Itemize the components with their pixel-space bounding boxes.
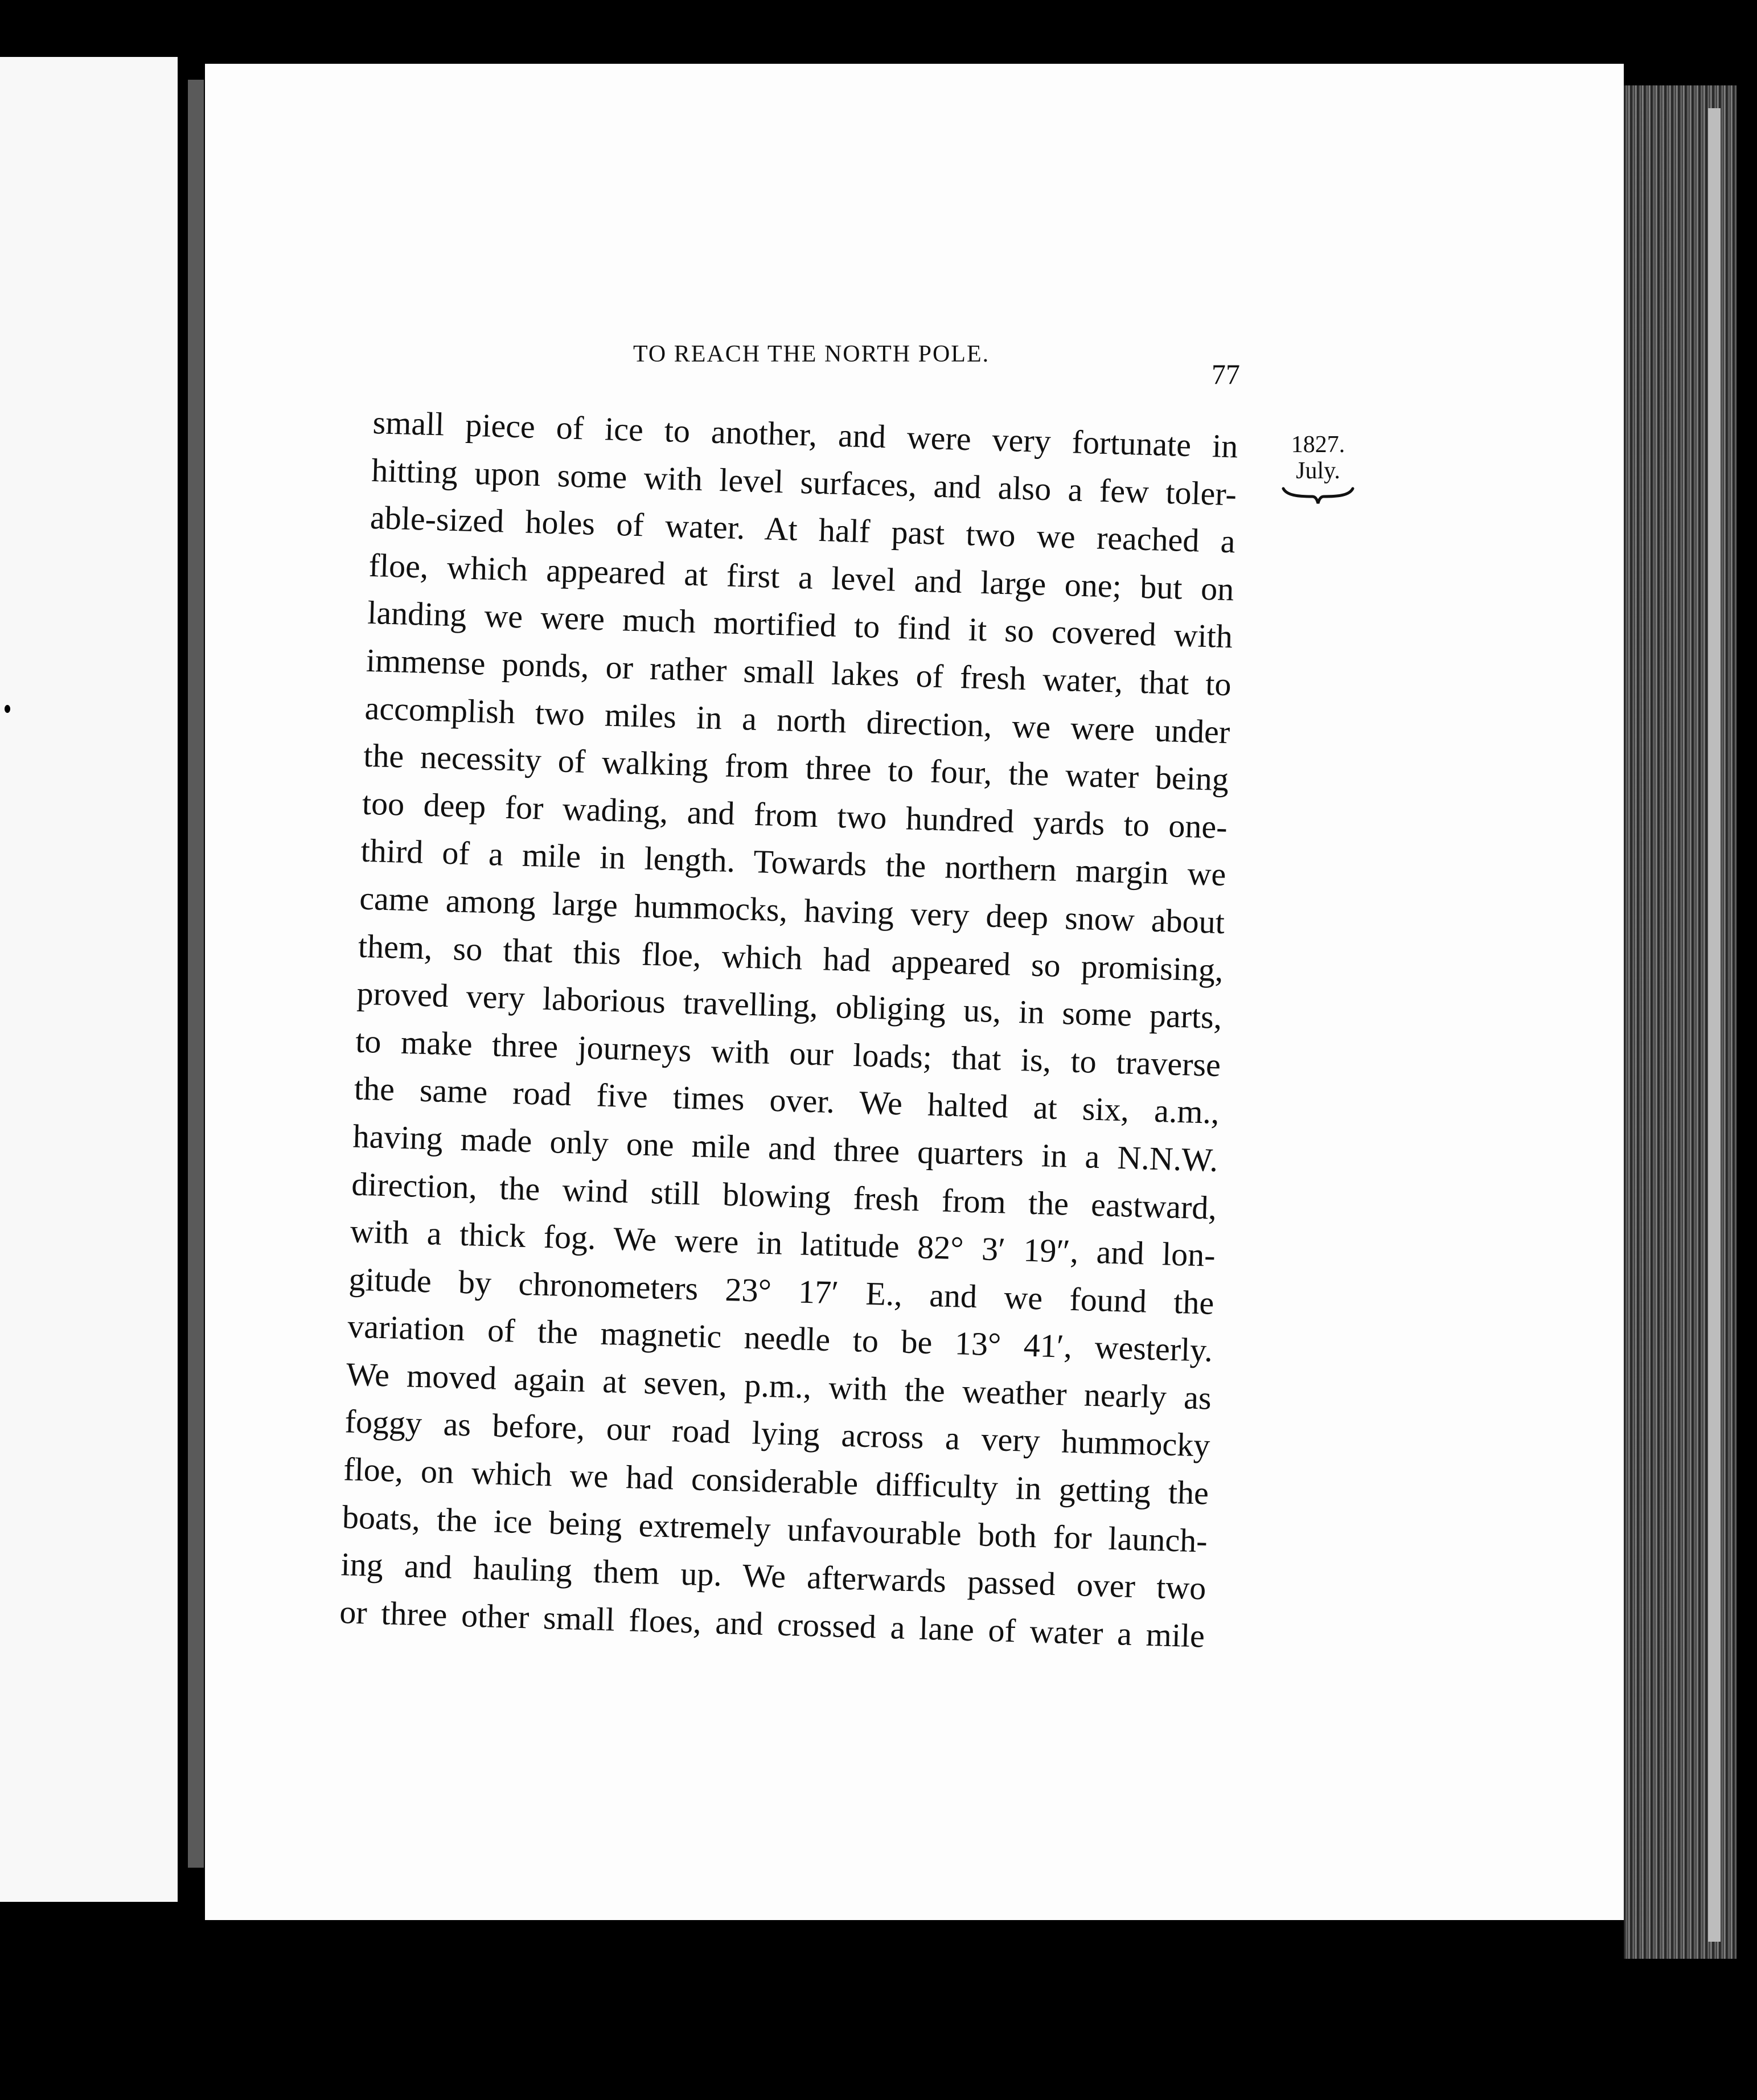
text-line: proved very laborious travelling, obliging us, in some parts, <box>356 974 1223 1036</box>
margin-note <box>1275 432 1361 506</box>
text-line: hitting upon some with level surfaces, and also a few toler- <box>371 451 1237 512</box>
left-page-edge <box>188 80 204 1868</box>
text-line: to make three journeys with our loads; that is, to traverse <box>355 1022 1221 1084</box>
text-line: the same road five times over. We halted at six, a.m., <box>354 1069 1220 1131</box>
page-fore-edge-strip <box>1708 108 1721 1942</box>
text-line: We moved again at seven, p.m., with the weather nearly as <box>346 1355 1212 1417</box>
text-line: variation of the magnetic needle to be 13° 41′, westerly. <box>347 1307 1213 1369</box>
text-line: ing and hauling them up. We afterwards passed over two <box>340 1545 1207 1607</box>
previous-page <box>0 57 178 1902</box>
text-line: foggy as before, our road lying across a very hummocky <box>344 1402 1211 1465</box>
page-number: 77 <box>1212 358 1240 390</box>
text-line: able-sized holes of water. At half past two we reached a <box>370 499 1236 560</box>
text-line: them, so that this floe, which had appeared so promising, <box>358 927 1224 989</box>
running-head: TO REACH THE NORTH POLE. <box>633 341 990 367</box>
text-line: landing we were much mortified to find it so covered with <box>367 594 1233 655</box>
margin-note-year: 1827. <box>1291 432 1345 458</box>
brace-icon <box>1281 485 1355 506</box>
text-line: boats, the ice being extremely unfavourable both for launch- <box>342 1498 1208 1560</box>
text-line: too deep for wading, and from two hundred yards to one- <box>362 784 1228 846</box>
text-line: gitude by chronometers 23° 17′ E., and we found the <box>348 1260 1215 1322</box>
text-line: or three other small floes, and crossed a lane of water a mile <box>339 1593 1205 1655</box>
text-line: the necessity of walking from three to four, the water being <box>363 736 1229 798</box>
text-line: small piece of ice to another, and were very fortunate in <box>372 403 1239 465</box>
text-line: came among large hummocks, having very deep snow about <box>359 879 1225 941</box>
text-line: direction, the wind still blowing fresh from the eastward, <box>351 1164 1217 1227</box>
body-text <box>339 399 1238 1660</box>
text-line: with a thick fog. We were in latitude 82° 3′ 19″, and lon- <box>350 1212 1216 1274</box>
text-line: having made only one mile and three quarters in a N.N.W. <box>352 1117 1219 1179</box>
text-line: floe, which appeared at first a level and large one; but on <box>368 546 1235 608</box>
margin-note-month: July. <box>1296 458 1340 484</box>
text-line: immense ponds, or rather small lakes of fresh water, that to <box>366 641 1232 703</box>
text-line: accomplish two miles in a north direction, we were under <box>364 689 1231 750</box>
margin-speck <box>700 10 705 16</box>
text-line: third of a mile in length. Towards the northern margin we <box>360 832 1227 893</box>
margin-speck <box>5 705 10 713</box>
text-line: floe, on which we had considerable difficulty in getting the <box>343 1450 1209 1512</box>
